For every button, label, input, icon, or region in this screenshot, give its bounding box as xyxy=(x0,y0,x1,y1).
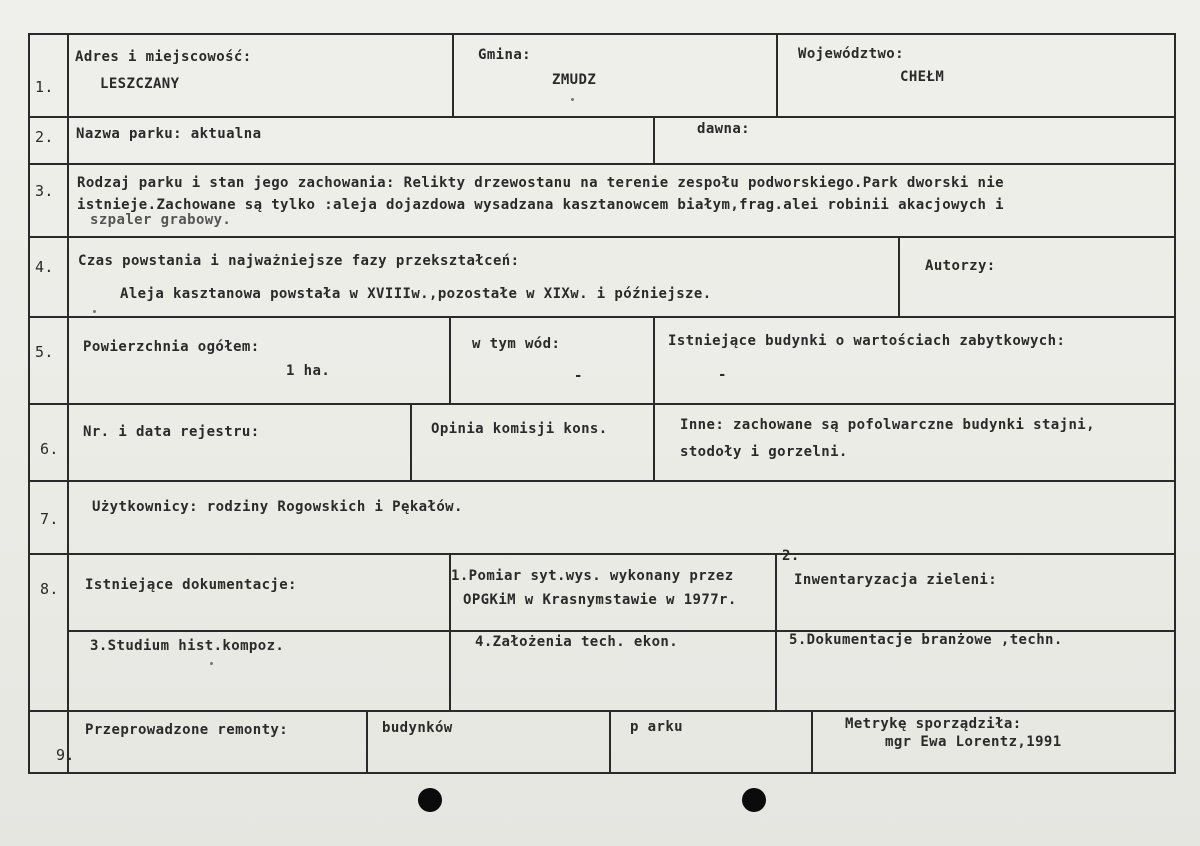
register-label: Nr. i data rejestru: xyxy=(83,424,260,440)
grid-line xyxy=(28,163,1176,165)
other-line-2: stodoły i gorzelni. xyxy=(680,444,848,460)
park-name-label: Nazwa parku: aktualna xyxy=(76,126,262,142)
grid-line xyxy=(653,116,655,165)
row-number: 8. xyxy=(40,580,59,598)
buildings-label: budynków xyxy=(382,720,453,736)
grid-line xyxy=(28,316,1176,318)
grid-line xyxy=(28,33,30,774)
documentation-label: Istniejące dokumentacje: xyxy=(85,577,297,593)
row-number: 2. xyxy=(35,128,54,146)
park-type-line-2: istnieje.Zachowane są tylko :aleja dojazdowa wysadzana kasztanowcem białym,frag.alei robinii akacjowych i xyxy=(77,197,1005,213)
survey-line-1: 1.Pomiar syt.wys. wykonany przez xyxy=(451,568,734,584)
survey-line-2: OPGKiM w Krasnymstawie w 1977r. xyxy=(463,592,737,608)
gmina-label: Gmina: xyxy=(478,47,531,63)
grid-line xyxy=(28,772,1176,774)
grid-line xyxy=(67,33,69,774)
address-label: Adres i miejscowość: xyxy=(75,49,252,65)
historic-buildings-value: - xyxy=(718,367,727,383)
row-number: 9. xyxy=(56,746,75,764)
grid-line xyxy=(28,33,1176,35)
row-number: 6. xyxy=(40,440,59,458)
grid-line xyxy=(28,710,1176,712)
historic-buildings-label: Istniejące budynki o wartościach zabytkowych: xyxy=(668,333,1066,349)
grid-line xyxy=(1174,33,1176,774)
origin-value: Aleja kasztanowa powstała w XVIIIw.,pozostałe w XIXw. i późniejsze. xyxy=(120,286,712,302)
paper-speck xyxy=(210,662,213,665)
grid-line xyxy=(28,236,1176,238)
water-area-value: - xyxy=(574,368,583,384)
former-name-label: dawna: xyxy=(697,121,750,137)
park-type-line-3: szpaler grabowy. xyxy=(90,212,232,228)
park-type-line-1: Rodzaj parku i stan jego zachowania: Relikty drzewostanu na terenie zespołu podworskiego.Park dworski nie xyxy=(77,175,1005,191)
water-area-label: w tym wód: xyxy=(472,336,561,352)
history-study: 3.Studium hist.kompoz. xyxy=(90,638,285,654)
users-text: Użytkownicy: rodziny Rogowskich i Pękałów. xyxy=(92,499,463,515)
record-author-value: mgr Ewa Lorentz,1991 xyxy=(885,734,1062,750)
grid-line xyxy=(898,236,900,318)
tech-assumptions: 4.Założenia tech. ekon. xyxy=(475,634,679,650)
grid-line xyxy=(28,480,1176,482)
greenery-inventory-label: Inwentaryzacja zieleni: xyxy=(794,572,998,588)
grid-line xyxy=(366,710,368,774)
grid-line xyxy=(609,710,611,774)
record-author-label: Metrykę sporządziła: xyxy=(845,716,1022,732)
voivodeship-label: Województwo: xyxy=(798,46,904,62)
punch-hole xyxy=(742,788,766,812)
greenery-number: 2. xyxy=(782,548,800,564)
conservation-opinion-label: Opinia komisji kons. xyxy=(431,421,608,437)
grid-line xyxy=(28,403,1176,405)
grid-line xyxy=(653,403,655,482)
industry-docs: 5.Dokumentacje branżowe ,techn. xyxy=(789,632,1063,648)
authors-label: Autorzy: xyxy=(925,258,996,274)
origin-label: Czas powstania i najważniejsze fazy przekształceń: xyxy=(78,253,520,269)
grid-line xyxy=(653,316,655,405)
grid-line xyxy=(776,33,778,118)
total-area-value: 1 ha. xyxy=(286,363,331,379)
voivodeship-value: CHEŁM xyxy=(900,69,945,85)
paper-speck xyxy=(571,98,574,101)
grid-line xyxy=(28,116,1176,118)
paper-speck xyxy=(93,310,96,313)
grid-line xyxy=(775,553,777,712)
renovations-label: Przeprowadzone remonty: xyxy=(85,722,289,738)
row-number: 7. xyxy=(40,510,59,528)
grid-line xyxy=(28,553,1176,555)
grid-line xyxy=(449,316,451,405)
row-number: 5. xyxy=(35,343,54,361)
row-number: 4. xyxy=(35,258,54,276)
total-area-label: Powierzchnia ogółem: xyxy=(83,339,260,355)
grid-line xyxy=(452,33,454,118)
address-value: LESZCZANY xyxy=(100,76,180,92)
other-line-1: Inne: zachowane są pofolwarczne budynki stajni, xyxy=(680,417,1095,433)
row-number: 3. xyxy=(35,182,54,200)
grid-line xyxy=(410,403,412,482)
grid-line xyxy=(811,710,813,774)
row-number: 1. xyxy=(35,78,54,96)
gmina-value: ZMUDZ xyxy=(552,72,597,88)
punch-hole xyxy=(418,788,442,812)
park-label: p arku xyxy=(630,719,683,735)
